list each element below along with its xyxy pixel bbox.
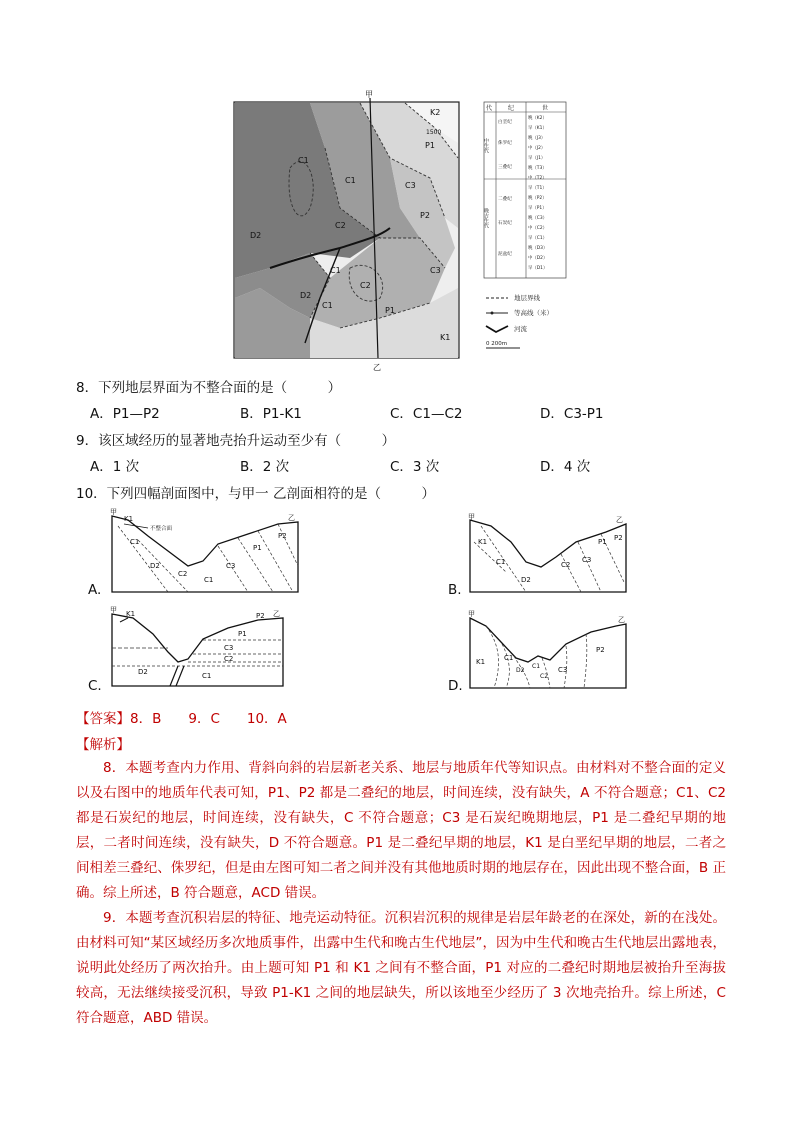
table-epoch: 早（K1） xyxy=(528,126,547,131)
explanation-8-text: 8．本题考查内力作用、背斜向斜的岩层新老关系、地层与地质年代等知识点。由材料对不整合面的定义以及右图中的地质年代表可知，P1、P2 都是二叠纪的地层，时间连续，没有缺失，A 不符合题意；C1、C2 都是石炭纪的地层，时间连续，没有缺失，C 不符合题意；C3 是石炭纪晚期地层，P1 是二叠纪早期的地层，二者时间连续，没有缺失，D 不符合题意。P1 是二叠纪早期的地层，K1 是白垩纪早期的地层，二者之间相差三叠纪、侏罗纪，但是由左图可知二者之间并没有其他地质时期的地层存在，因此出现不整合面，B 正确。综上所述，B 符合题意，ACD 错误。 xyxy=(76,760,726,901)
explanation-9 xyxy=(76,906,726,1031)
profile-d-label: C3 xyxy=(558,666,568,674)
table-period: 石炭纪 xyxy=(498,221,512,226)
table-epoch: 晚（K2） xyxy=(528,116,547,121)
analysis-label: 【解析】 xyxy=(76,737,130,753)
profile-b-label: K1 xyxy=(478,538,488,546)
map-label: P1 xyxy=(425,141,435,150)
map-label: P1 xyxy=(385,306,395,315)
profile-c-label: K1 xyxy=(126,610,136,618)
profile-d-start: 甲 xyxy=(468,610,475,618)
q8-option-d[interactable]: D．C3-P1 xyxy=(540,406,604,422)
answer-line xyxy=(76,707,287,727)
profile-b-start: 甲 xyxy=(468,513,475,521)
map-top-label: 甲 xyxy=(365,90,373,99)
table-epoch: 中（T2） xyxy=(528,176,547,181)
q10-stem: 10．下列四幅剖面图中，与甲一 乙剖面相符的是（ ） xyxy=(76,486,435,502)
legend-boundary: 地层界线 xyxy=(514,294,540,302)
profile-a xyxy=(108,506,308,596)
map-label: C1 xyxy=(322,301,333,310)
legend-contour: 等高线（米） xyxy=(514,309,553,317)
map-label: C1 xyxy=(298,156,309,165)
profile-a-label: D2 xyxy=(150,562,160,570)
profile-d-label: C1 xyxy=(504,654,514,662)
profile-c-label: P2 xyxy=(256,612,265,620)
map-label: D2 xyxy=(300,291,312,300)
q9-option-a[interactable]: A．1 次 xyxy=(90,459,140,475)
legend-river: 河流 xyxy=(514,325,527,333)
table-epoch: 中（D2） xyxy=(528,256,548,261)
table-period: 二叠纪 xyxy=(498,197,512,202)
table-epoch: 晚（J3） xyxy=(528,136,546,141)
profile-d-label: P2 xyxy=(596,646,605,654)
table-epoch: 中（J2） xyxy=(528,146,546,151)
table-header: 代 xyxy=(486,105,493,112)
q8-option-a[interactable]: A．P1—P2 xyxy=(90,406,160,422)
q8-stem: 8．下列地层界面为不整合面的是（ ） xyxy=(76,380,342,396)
table-era: 中生代 xyxy=(483,138,489,153)
profile-b-end: 乙 xyxy=(616,516,623,524)
profile-b-label: C2 xyxy=(561,561,571,569)
table-epoch: 晚（P2） xyxy=(528,196,547,201)
legend-scale: 0 200m xyxy=(486,341,508,347)
profile-c-label: C2 xyxy=(224,655,234,663)
profile-a-label: C1 xyxy=(204,576,214,584)
q9-stem: 9．该区域经历的显著地壳抬升运动至少有（ ） xyxy=(76,433,396,449)
profile-a-label: C2 xyxy=(178,570,188,578)
profile-b-label: D2 xyxy=(521,576,531,584)
map-label: K1 xyxy=(440,333,451,342)
q8-option-c[interactable]: C．C1—C2 xyxy=(390,406,463,422)
table-epoch: 早（P1） xyxy=(528,206,547,211)
map-legend xyxy=(486,293,553,348)
profile-d xyxy=(466,606,636,692)
profile-b-label: P2 xyxy=(614,534,623,542)
answer-label: 【答案】 xyxy=(76,711,130,727)
table-era: 晚古生代 xyxy=(483,208,489,228)
profile-b xyxy=(466,512,636,596)
profile-d-label: K1 xyxy=(476,658,486,666)
profile-a-label: P1 xyxy=(253,544,262,552)
profile-b-label: C3 xyxy=(582,556,592,564)
profile-c-start: 甲 xyxy=(110,606,117,614)
profile-c-letter[interactable]: C. xyxy=(88,678,102,694)
map-label: C2 xyxy=(335,221,346,230)
map-label: P2 xyxy=(420,211,430,220)
table-header: 世 xyxy=(542,105,549,112)
profile-a-label: 不整合面 xyxy=(150,526,173,532)
profile-c xyxy=(108,604,298,690)
q9-option-b[interactable]: B．2 次 xyxy=(240,459,290,475)
explanation-8 xyxy=(76,756,726,906)
q9-option-d[interactable]: D．4 次 xyxy=(540,459,591,475)
table-epoch: 早（D1） xyxy=(528,266,548,271)
q9-option-c[interactable]: C．3 次 xyxy=(390,459,440,475)
map-label: C3 xyxy=(430,266,441,275)
profile-a-end: 乙 xyxy=(288,514,295,522)
profile-a-letter[interactable]: A. xyxy=(88,582,102,598)
profile-d-end: 乙 xyxy=(618,616,625,624)
profile-d-figure[interactable] xyxy=(466,606,636,692)
profile-d-letter[interactable]: D. xyxy=(448,678,463,694)
table-epoch: 晚（C3） xyxy=(528,216,548,221)
table-epoch: 晚（D3） xyxy=(528,246,548,251)
explanation-9-text: 9．本题考查沉积岩层的特征、地壳运动特征。沉积岩沉积的规律是岩层年龄老的在深处，新的在浅处。由材料可知“某区域经历多次地质事件，出露中生代和晚古生代地层”，因为中生代和晚古生代地层出露地表，说明此处经历了两次抬升。由上题可知 P1 和 K1 之间有不整合面，P1 对应的二叠纪时期地层被抬升至海拔较高，无法继续接受沉积，导致 P1-K1 之间的地层缺失，所以该地至少经历了 3 次地壳抬升。综上所述，C 符合题意，ABD 错误。 xyxy=(76,910,726,1026)
table-epoch: 早（J1） xyxy=(528,156,546,161)
table-period: 侏罗纪 xyxy=(498,141,512,146)
profile-d-label: C2 xyxy=(540,673,549,680)
profile-b-label: P1 xyxy=(598,538,607,546)
map-label: C1 xyxy=(330,266,341,275)
map-label: 1500 xyxy=(426,129,442,136)
profile-b-letter[interactable]: B. xyxy=(448,582,462,598)
map-label: C3 xyxy=(405,181,416,190)
profile-c-label: D2 xyxy=(138,668,148,676)
table-epoch: 中（C2） xyxy=(528,226,548,231)
table-epoch: 早（C1） xyxy=(528,236,548,241)
profile-c-figure[interactable] xyxy=(108,604,298,690)
profile-a-label: C3 xyxy=(226,562,236,570)
profile-a-figure[interactable] xyxy=(108,506,308,596)
answer-items: 8．B 9．C 10．A xyxy=(130,711,287,727)
q8-option-b[interactable]: B．P1-K1 xyxy=(240,406,302,422)
profile-d-label: C1 xyxy=(532,663,541,670)
map-label: K2 xyxy=(430,108,441,117)
profile-a-start: 甲 xyxy=(110,508,117,516)
profile-c-label: C1 xyxy=(202,672,212,680)
table-period: 泥盆纪 xyxy=(498,252,512,257)
profile-a-label: C1 xyxy=(130,538,140,546)
profile-d-label: D2 xyxy=(516,667,525,674)
stratigraphy-table xyxy=(483,102,566,278)
profile-c-label: P1 xyxy=(238,630,247,638)
profile-a-label: K1 xyxy=(124,515,134,523)
map-bottom-label: 乙 xyxy=(373,363,381,372)
table-epoch: 早（T1） xyxy=(528,186,547,191)
map-label: C1 xyxy=(345,176,356,185)
table-header: 纪 xyxy=(508,105,515,112)
profile-c-label: C3 xyxy=(224,644,234,652)
profile-b-label: C1 xyxy=(496,558,506,566)
profile-b-figure[interactable] xyxy=(466,512,636,596)
map-label: C2 xyxy=(360,281,371,290)
profile-c-end: 乙 xyxy=(273,610,280,618)
table-period: 三叠纪 xyxy=(498,165,512,170)
geologic-map xyxy=(230,88,575,373)
table-period: 白垩纪 xyxy=(498,120,512,125)
profile-a-label: P2 xyxy=(278,532,287,540)
table-epoch: 晚（T3） xyxy=(528,166,547,171)
geologic-map-figure xyxy=(230,88,575,373)
map-label: D2 xyxy=(250,231,262,240)
